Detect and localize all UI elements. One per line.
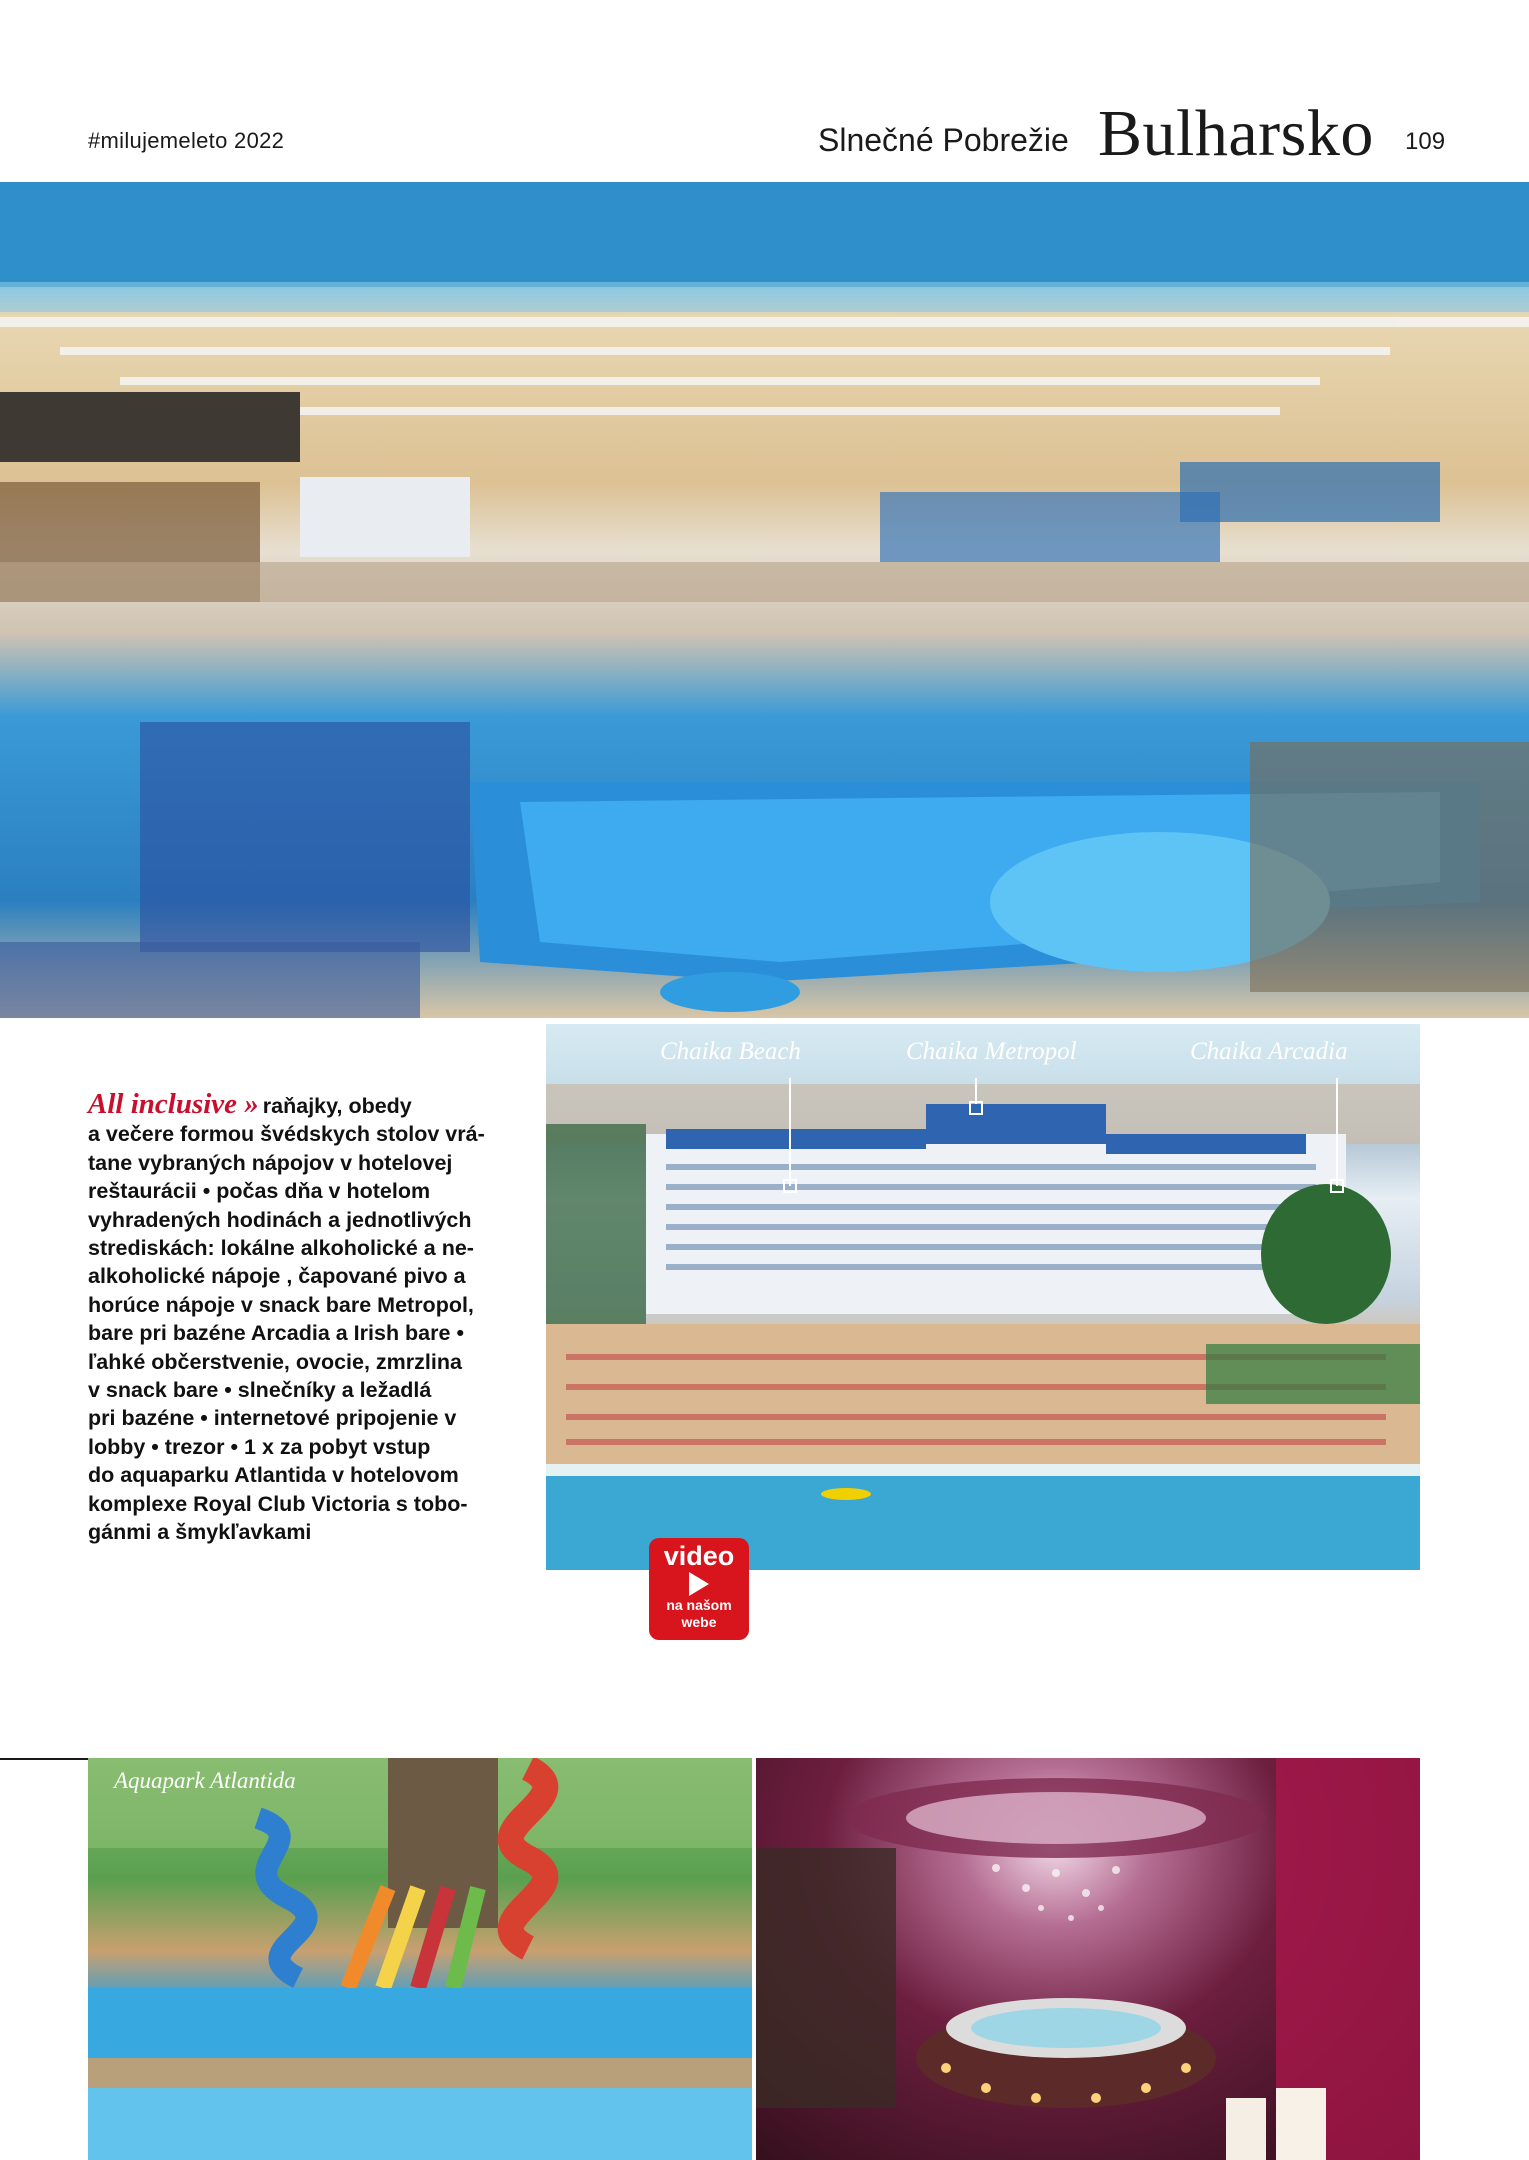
spa-jacuzzi-photo [756, 1758, 1420, 2160]
all-inclusive-line: ľahké občerstvenie, ovocie, zmrzlina [88, 1349, 462, 1374]
all-inclusive-line: a večere formou švédskych stolov vrá- [88, 1122, 485, 1147]
all-inclusive-line: pri bazéne • internetové pripojenie v [88, 1406, 457, 1431]
all-inclusive-line: lobby • trezor • 1 x za pobyt vstup [88, 1434, 431, 1459]
page-number: 109 [1405, 128, 1446, 155]
divider-rule [0, 1758, 88, 1760]
all-inclusive-line: raňajky, obedy [262, 1094, 412, 1118]
all-inclusive-description [88, 1090, 488, 1547]
play-icon [689, 1572, 709, 1596]
hashtag-text: #milujemeleto 2022 [88, 128, 285, 153]
region-title: Slnečné Pobrežie [818, 122, 1069, 158]
chaika-metropol-label: Chaika Metropol [906, 1038, 1077, 1065]
country-title: Bulharsko [1098, 97, 1374, 170]
video-badge[interactable] [649, 1538, 749, 1640]
all-inclusive-line: strediskách: lokálne alkoholické a ne- [88, 1236, 474, 1261]
chaika-beach-label: Chaika Beach [660, 1038, 801, 1065]
all-inclusive-line: reštaurácii • počas dňa v hotelom [88, 1179, 431, 1204]
all-inclusive-line: komplexe Royal Club Victoria s tobo- [88, 1491, 468, 1516]
hotel-aerial-photo [546, 1024, 1420, 1570]
all-inclusive-line: vyhradených hodinách a jednotlivých [88, 1207, 472, 1232]
video-badge-subtitle-2: webe [681, 1614, 717, 1630]
beach-pool-photo [0, 182, 1529, 1018]
all-inclusive-line: v snack bare • slnečníky a ležadlá [88, 1378, 432, 1403]
all-inclusive-line: bare pri bazéne Arcadia a Irish bare • [88, 1321, 464, 1346]
all-inclusive-line: tane vybraných nápojov v hotelovej [88, 1150, 453, 1175]
all-inclusive-heading: All inclusive » [88, 1088, 259, 1120]
aquapark-photo [88, 1758, 752, 2160]
all-inclusive-line: gánmi a šmykľavkami [88, 1520, 312, 1545]
aquapark-label: Aquapark Atlantida [114, 1768, 296, 1793]
all-inclusive-line: alkoholické nápoje , čapované pivo a [88, 1264, 466, 1289]
video-badge-subtitle-1: na našom [666, 1597, 732, 1613]
chaika-arcadia-label: Chaika Arcadia [1190, 1038, 1348, 1065]
all-inclusive-line: do aquaparku Atlantida v hotelovom [88, 1463, 459, 1488]
video-badge-title: video [663, 1541, 735, 1571]
all-inclusive-line: horúce nápoje v snack bare Metropol, [88, 1292, 474, 1317]
